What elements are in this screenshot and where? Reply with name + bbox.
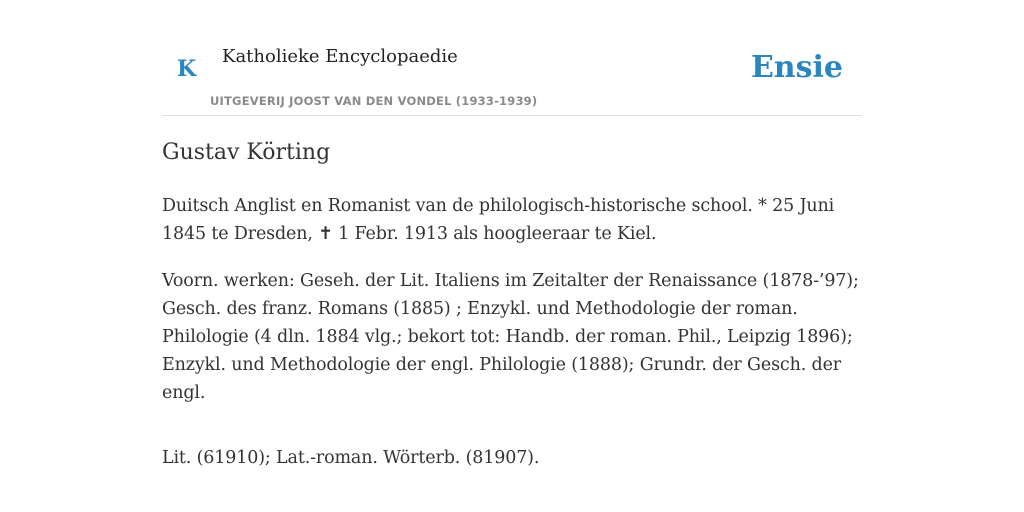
site-logo-link[interactable]: K xyxy=(177,56,197,82)
article-paragraph: Duitsch Anglist en Romanist van de philologisch-historische school. * 25 Juni 1845 te Dresden, ✝ 1 Febr. 1913 als hoogleeraar te Kiel. xyxy=(162,196,835,244)
site-header xyxy=(162,30,862,116)
article-title: Gustav Körting xyxy=(162,140,331,165)
publisher-subtitle: UITGEVERIJ JOOST VAN DEN VONDEL (1933-1939) xyxy=(210,94,538,108)
article xyxy=(162,136,864,491)
article-paragraph: Lit. (61910); Lat.-roman. Wörterb. (81907). xyxy=(162,448,540,468)
brand-logo-link[interactable]: Ensie xyxy=(750,50,843,85)
article-paragraph: Voorn. werken: Geseh. der Lit. Italiens im Zeitalter der Renaissance (1878-’97); Gesch. des franz. Romans (1885) ; Enzykl. und Methodologie der roman. Philologie (4 dln. 1884 vlg.; bekort tot: Handb. der roman. Phil., Leipzig 1896); Enzykl. und Methodologie der engl. Philologie (1888); Grundr. der Gesch. der engl. xyxy=(162,271,859,403)
site-title: Katholieke Encyclopaedie xyxy=(222,46,458,67)
